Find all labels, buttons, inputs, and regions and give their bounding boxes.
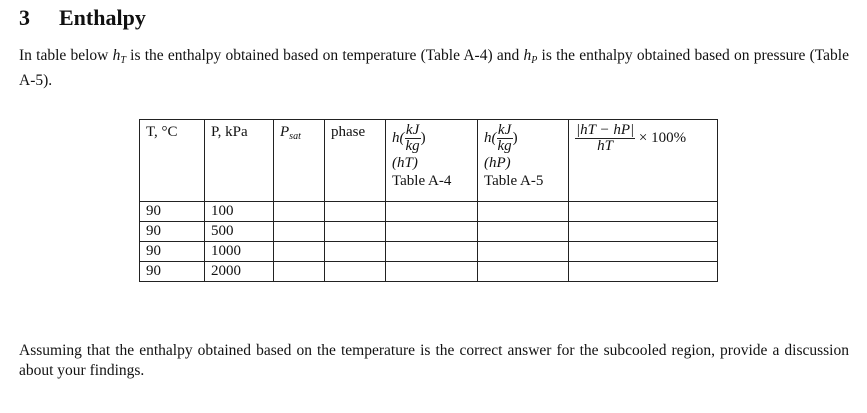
header-pressure: P, kPa xyxy=(205,120,274,202)
cell-psat xyxy=(274,242,325,262)
section-number: 3 xyxy=(19,5,30,30)
unit-fraction: $\frac{kJ}{kg}$ xyxy=(405,122,420,154)
table-row xyxy=(140,262,718,282)
cell-hP xyxy=(478,262,569,282)
cell-error xyxy=(569,262,718,282)
table-a5-label: Table A-5 xyxy=(484,173,544,189)
cell-temperature: 90 xyxy=(140,202,205,222)
cell-error xyxy=(569,222,718,242)
cell-psat xyxy=(274,262,325,282)
cell-pressure: 500 xyxy=(205,222,274,242)
cell-hT xyxy=(386,242,478,262)
table-row xyxy=(140,202,718,222)
table-row xyxy=(140,222,718,242)
intro-text-3: is the enthalpy obtained based on pressure (Table A-5). xyxy=(19,47,849,89)
header-phase: phase xyxy=(325,120,386,202)
table-a4-label: Table A-4 xyxy=(392,173,452,189)
cell-hT xyxy=(386,202,478,222)
cell-hP xyxy=(478,222,569,242)
cell-psat xyxy=(274,222,325,242)
table-row xyxy=(140,242,718,262)
cell-phase xyxy=(325,262,386,282)
hT-label: (hT) xyxy=(392,155,418,171)
intro-text-1: In table below xyxy=(19,47,113,64)
cell-temperature: 90 xyxy=(140,262,205,282)
intro-text-2: is the enthalpy obtained based on temperature (Table A-4) and xyxy=(125,47,524,64)
header-percent-error: $\frac{|hT - hP|}{hT}$ × 100% xyxy=(569,120,718,202)
cell-phase xyxy=(325,202,386,222)
cell-temperature: 90 xyxy=(140,222,205,242)
cell-hT xyxy=(386,222,478,242)
cell-error xyxy=(569,202,718,222)
cell-hP xyxy=(478,202,569,222)
cell-phase xyxy=(325,222,386,242)
cell-pressure: 1000 xyxy=(205,242,274,262)
cell-hP xyxy=(478,242,569,262)
header-hT: h( $\frac{kJ}{kg}$ ) (hT) Table A-4 xyxy=(386,120,478,202)
header-hP: h( $\frac{kJ}{kg}$ ) (hP) Table A-5 xyxy=(478,120,569,202)
hT-symbol: $h_T$ xyxy=(112,47,126,66)
header-psat: $P_{sat}$ xyxy=(274,120,325,202)
cell-psat xyxy=(274,202,325,222)
section-heading xyxy=(19,5,146,31)
cell-phase xyxy=(325,242,386,262)
cell-hT xyxy=(386,262,478,282)
discussion-paragraph: Assuming that the enthalpy obtained based on the temperature is the correct answer for the subcooled region, provide a discussion about your findings. xyxy=(19,342,849,379)
intro-paragraph xyxy=(19,46,849,91)
cell-error xyxy=(569,242,718,262)
cell-pressure: 2000 xyxy=(205,262,274,282)
header-temperature: T, °C xyxy=(140,120,205,202)
enthalpy-table xyxy=(139,119,718,282)
cell-pressure: 100 xyxy=(205,202,274,222)
cell-temperature: 90 xyxy=(140,242,205,262)
hP-symbol: $h_P$ xyxy=(523,47,538,66)
hP-label: (hP) xyxy=(484,155,511,171)
section-title: Enthalpy xyxy=(59,5,146,30)
unit-fraction: $\frac{kJ}{kg}$ xyxy=(497,122,512,154)
error-fraction: $\frac{|hT - hP|}{hT}$ xyxy=(576,122,635,154)
table-header-row xyxy=(140,120,718,202)
